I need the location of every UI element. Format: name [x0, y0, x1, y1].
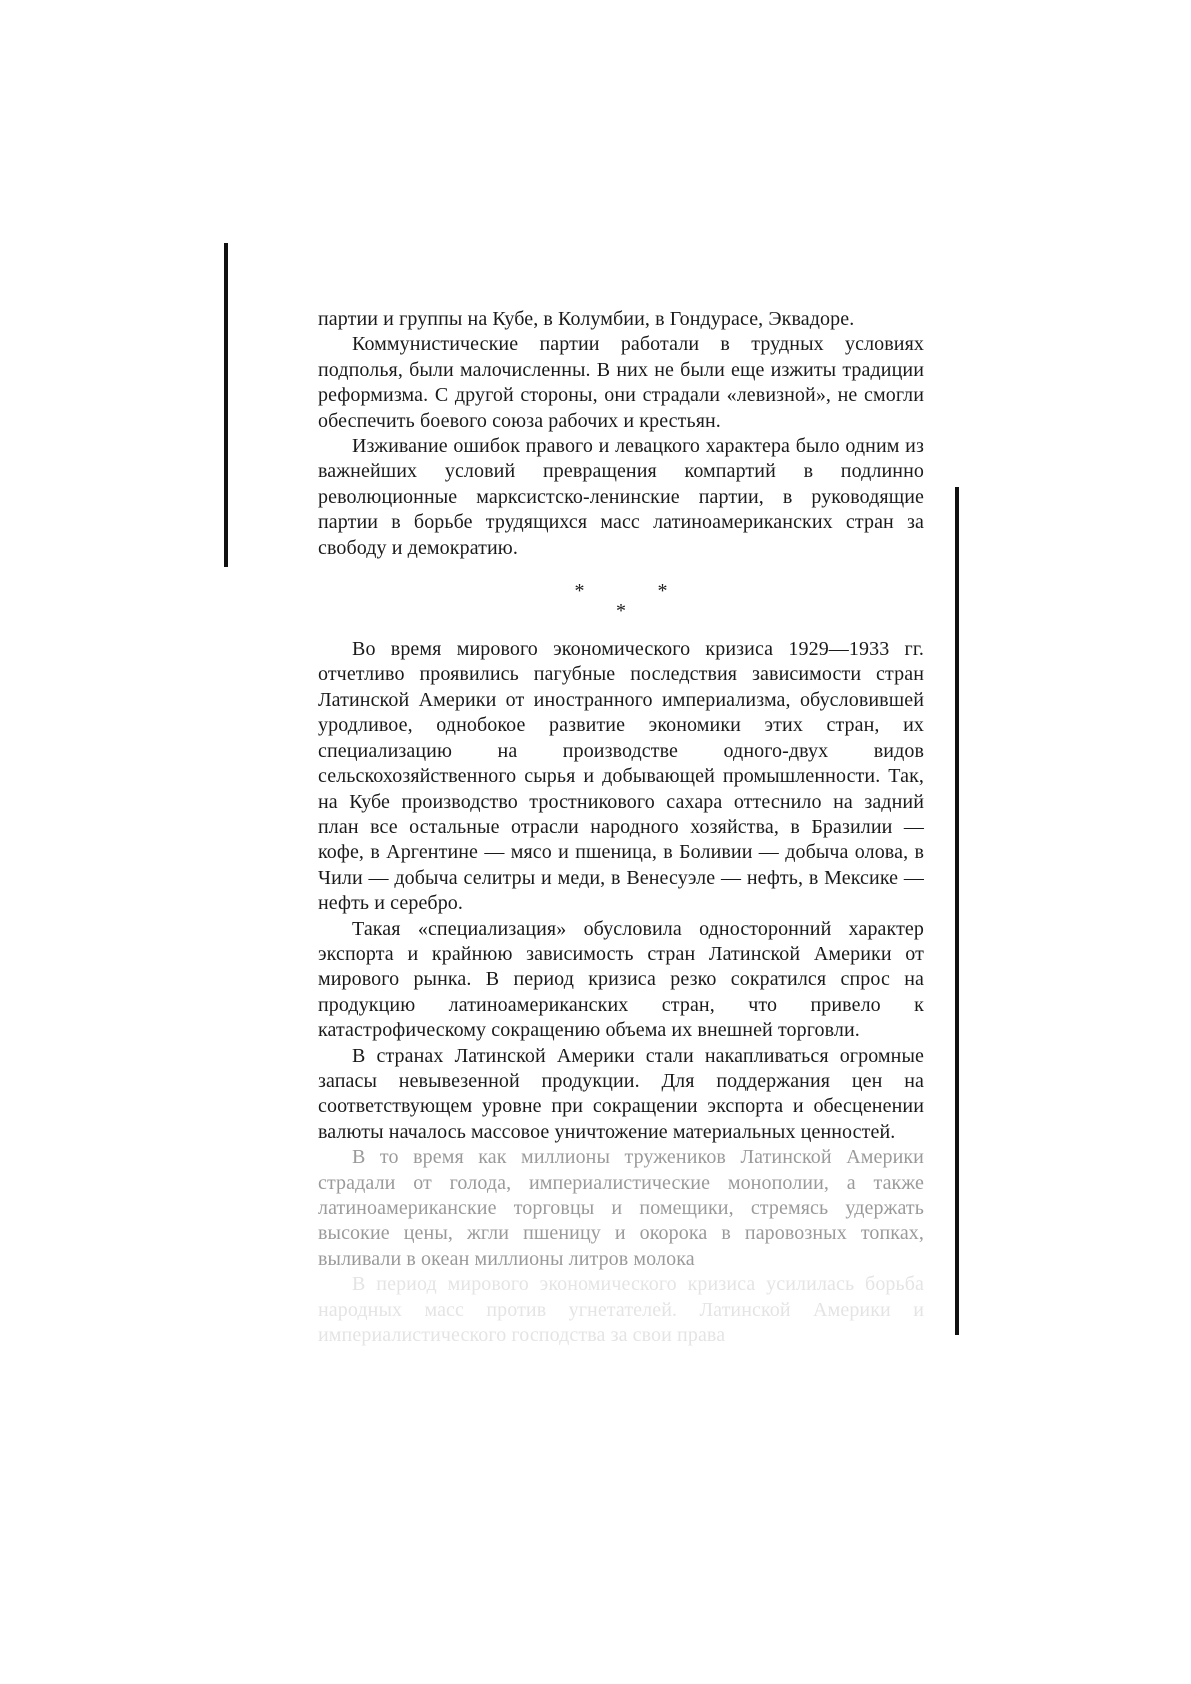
separator-star-bottom: *: [615, 600, 627, 623]
paragraph-4: Во время мирового экономического кризиса 1929—1933 гг. отчетливо проявились пагубные последствия зависимости стран Латинской Америки от иностранного империализма, обусловившей уродливое, однобокое развитие экономики этих стран, их специализацию на производстве одного-двух видов сельскохозяйственного сырья и добывающей промышленности. Так, на Кубе производство тростникового сахара оттеснило на задний план все остальные отрасли народного хозяйства, в Бразилии — кофе, в Аргентине — мясо и пшеница, в Боливии — добыча олова, в Чили — добыча селитры и меди, в Венесуэле — нефть, в Мексике — нефть и серебро.: [318, 638, 924, 915]
paragraph-7-faded: В то время как миллионы тружеников Латинской Америки страдали от голода, империалистические монополии, а также латиноамериканские торговцы и помещики, стремясь удержать высокие цены, жгли пшеницу и окорока в паровозных топках, выливали в океан миллионы литров молока: [318, 1146, 924, 1270]
separator-stars-top: * *: [574, 580, 702, 603]
paragraph-3: Изживание ошибок правого и левацкого характера было одним из важнейших условий превращения компартий в подлинно революционные марксистско-ленинские партии, в руководящие партии в борьбе трудящихся масс латиноамериканских стран за свободу и демократию.: [318, 435, 924, 559]
paragraph-6: В странах Латинской Америки стали накапливаться огромные запасы невывезенной продукции. Для поддержания цен на соответствующем уровне при сокращении экспорта и обесценении валюты началось массовое уничтожение материальных ценностей.: [318, 1044, 924, 1143]
paragraph-2: Коммунистические партии работали в трудных условиях подполья, были малочисленны. В них не были еще изжиты традиции реформизма. С другой стороны, они страдали «левизной», не смогли обеспечить боевого союза рабочих и крестьян.: [318, 333, 924, 432]
paragraph-8-faded: В период мирового экономического кризиса усилилась борьба народных масс против угнетателей. Латинской Америки и империалистического господства за свои права: [318, 1273, 924, 1347]
paragraph-5: Такая «специализация» обусловила односторонний характер экспорта и крайнюю зависимость стран Латинской Америки от мирового рынка. В период кризиса резко сократился спрос на продукцию латиноамериканских стран, что привело к катастрофическому сокращению объема их внешней торговли.: [318, 917, 924, 1042]
paragraph-1: партии и группы на Кубе, в Колумбии, в Гондурасе, Эквадоре.: [318, 308, 855, 330]
document-body: [318, 307, 924, 1348]
section-separator: [318, 581, 924, 621]
scan-edge-right: [955, 487, 959, 1335]
scan-edge-left: [224, 243, 228, 567]
